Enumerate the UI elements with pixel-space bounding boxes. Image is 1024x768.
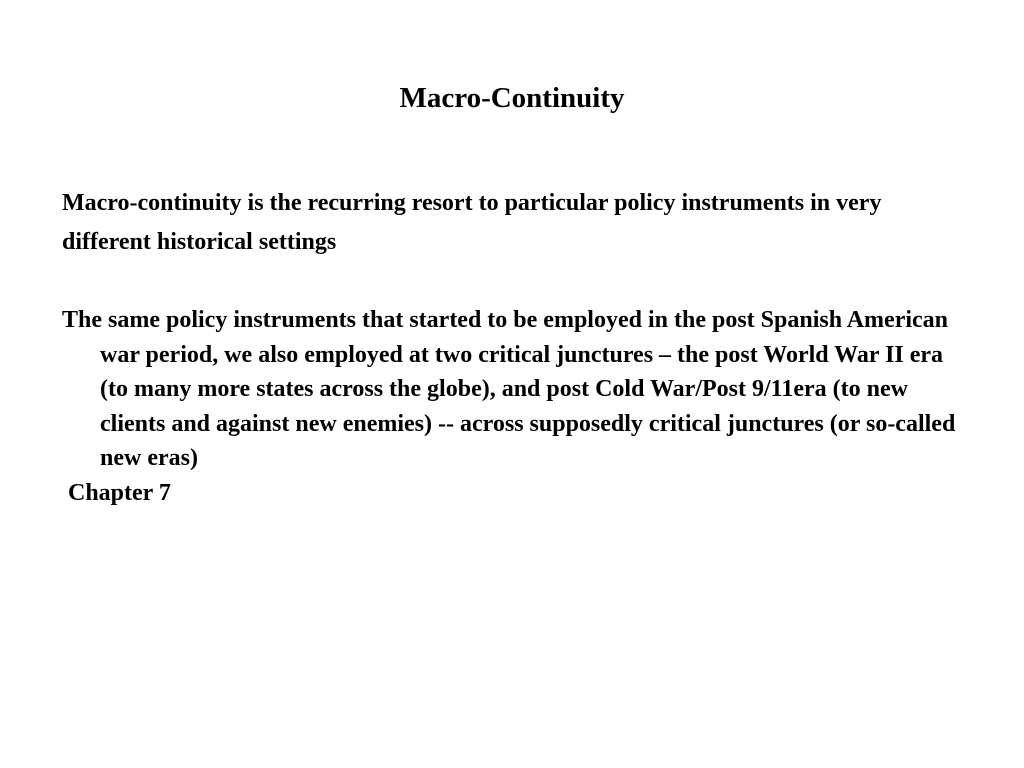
paragraph-policy-instruments: [62, 303, 967, 510]
slide-title: Macro-Continuity: [399, 82, 625, 114]
paragraph-policy-instruments-text: The same policy instruments that started to be employed in the post Spanish American war period, we also employed at two critical junctures – the post World War II era (to many more states across the globe), and post Cold War/Post 9/11era (to new clients and against new enemies) -- across supposedly critical junctures (or so-called new eras): [62, 307, 956, 471]
chapter-reference: Chapter 7: [68, 479, 171, 506]
slide-body: [62, 186, 967, 510]
paragraph-definition-continued: different historical settings: [62, 228, 337, 255]
paragraph-definition: Macro-continuity is the recurring resort to particular policy instruments in very: [62, 190, 882, 216]
